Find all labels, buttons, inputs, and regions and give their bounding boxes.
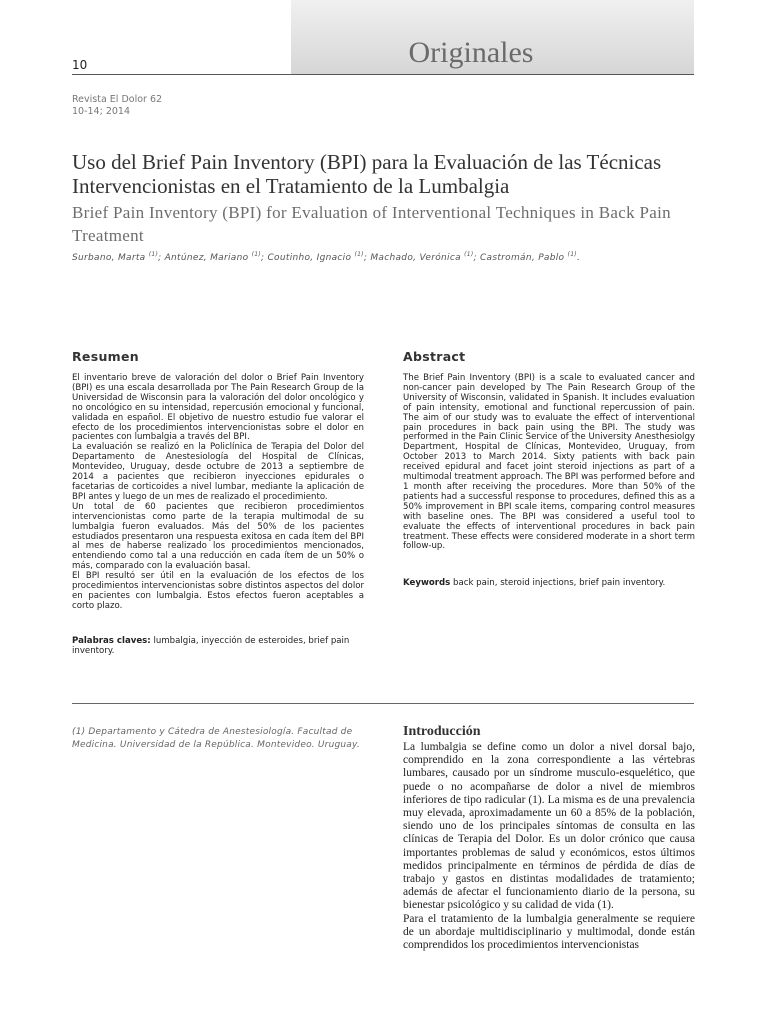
section-divider <box>72 703 694 704</box>
keywords <box>403 578 695 588</box>
abstract-body <box>403 374 695 552</box>
introduccion-paragraph: Para el tratamiento de la lumbalgia generalmente se requiere de un abordaje multidisciplinario y multimodal, donde están comprendidos los procedimientos intervencionistas <box>403 912 695 952</box>
author-affiliation-mark: (1) <box>464 251 474 258</box>
author-name: Machado, Verónica <box>370 253 461 263</box>
introduccion-body <box>403 741 695 952</box>
author-affiliation-mark: (1) <box>354 251 364 258</box>
resumen-paragraph: La evaluación se realizó en la Policlínica de Terapia del Dolor del Departamento de Anestesiología del Hospital de Clínicas, Montevideo, Uruguay, desde octubre de 2013 a septiembre de 2014 a pacientes que recibieron inyecciones epidurales o facetarias de corticoides a nivel lumbar, mediante la aplicación de BPI antes y luego de un mes de realizado el procedimiento. <box>72 442 364 502</box>
resumen-body <box>72 374 364 612</box>
resumen-paragraph: El BPI resultó ser útil en la evaluación de los efectos de los procedimientos intervencionistas sobre distintos aspectos del dolor en pacientes con lumbalgia. Estos efectos fueron aceptables a corto plazo. <box>72 571 364 611</box>
author-name: Antúnez, Mariano <box>164 253 249 263</box>
resumen-paragraph: Un total de 60 pacientes que recibieron procedimientos intervencionistas como parte de la terapia multimodal de su lumbalgia fueron evaluados. Más del 50% de los pacientes estudiados presentaron una respuesta exitosa en cada ítem del BPI al mes de haberse realizado los procedimientos mencionados, entendiendo como tal a una reducción en cada ítem de un 50% o más, comparado con la evaluación basal. <box>72 501 364 572</box>
affiliation-note: (1) Departamento y Cátedra de Anestesiología. Facultad de Medicina. Universidad de la República. Montevideo. Uruguay. <box>72 727 360 750</box>
palabras-claves-label: Palabras claves: <box>72 636 151 646</box>
author-affiliation-mark: (1) <box>567 251 577 258</box>
palabras-claves <box>72 636 364 656</box>
introduccion-heading: Introducción <box>403 724 481 739</box>
palabras-claves-text: lumbalgia, inyección de esteroides, brief pain inventory. <box>72 636 350 656</box>
author-name: Surbano, Marta <box>72 253 146 263</box>
header-rule <box>72 74 694 75</box>
article-title-spanish: Uso del Brief Pain Inventory (BPI) para la Evaluación de las Técnicas Intervencionistas en el Tratamiento de la Lumbalgia <box>72 150 662 198</box>
author-separator: ; <box>260 253 268 263</box>
journal-pages: 10-14; 2014 <box>72 106 131 117</box>
resumen-heading: Resumen <box>72 349 139 364</box>
page-number: 10 <box>72 58 88 72</box>
author-affiliation-mark: (1) <box>148 251 159 258</box>
author-name: Coutinho, Ignacio <box>267 253 352 263</box>
author-list <box>72 251 702 263</box>
author-separator: ; <box>473 253 480 263</box>
abstract-paragraph: The Brief Pain Inventory (BPI) is a scale to evaluated cancer and non-cancer pain developed by The Pain Research Group of the University of Wisconsin, validated in Spanish. It includes evaluation of pain intensity, emotional and functional repercussion of pain. The aim of our study was to evaluate the effect of interventional pain procedures in back pain using the BPI. The study was performed in the Pain Clinic Service of the University Anesthesiolgy Department, Hospital de Clínicas, Montevideo, Uruguay, from October 2013 to March 2014. Sixty patients with back pain received epidural and facet joint steroid injections as part of a multimodal treatment approach. The BPI was performed before and 1 month after receiving the procedures. More than 50% of the patients had a successful response to procedures, defined this as a 50% improvement in BPI scale items, comparing control measures with baseline ones. The BPI was considered a useful tool to evaluate the effects of interventional procedures in back pain treatment. These effects were considered moderate in a short term follow-up. <box>403 373 695 552</box>
author-name: Castromán, Pablo <box>479 253 565 263</box>
keywords-label: Keywords <box>403 578 451 588</box>
keywords-text: back pain, steroid injections, brief pain inventory. <box>450 578 666 588</box>
resumen-paragraph: El inventario breve de valoración del dolor o Brief Pain Inventory (BPI) es una escala desarrollada por The Pain Research Group de la Universidad de Wisconsin para la valoración del dolor oncológico y no oncológico en su intensidad, repercusión emocional y funcional, validada en español. El objetivo de nuestro estudio fue valorar el efecto de los procedimientos intervencionistas sobre el dolor en pacientes con lumbalgia a través del BPI. <box>72 373 364 443</box>
author-affiliation-mark: (1) <box>251 251 261 258</box>
article-title-english: Brief Pain Inventory (BPI) for Evaluation of Interventional Techniques in Back Pain Treatment <box>72 203 671 245</box>
author-separator: . <box>576 253 581 263</box>
introduccion-paragraph: La lumbalgia se define como un dolor a nivel dorsal bajo, comprendido en la zona correspondiente a las vértebras lumbares, causado por un síndrome musculo-esquelético, que puede o no acompañarse de dolor a nivel de miembros inferiores de tipo radicular (1). La misma es de una prevalencia muy elevada, aproximadamente un 60 a 85% de la población, siendo uno de los principales síntomas de consulta en las clínicas de Terapia del Dolor. Es un dolor crónico que causa importantes problemas de salud y económicos, estos últimos medidos principalmente en términos de pérdida de días de trabajo y gastos en distintas modalidades de tratamiento; además de afectar el funcionamiento diario de la persona, su bienestar psicológico y su calidad de vida (1). <box>403 741 695 912</box>
journal-name: Revista El Dolor 62 <box>72 94 163 105</box>
abstract-heading: Abstract <box>403 349 466 364</box>
section-title: Originales <box>408 36 534 69</box>
author-separator: ; <box>158 253 165 263</box>
author-separator: ; <box>363 253 371 263</box>
